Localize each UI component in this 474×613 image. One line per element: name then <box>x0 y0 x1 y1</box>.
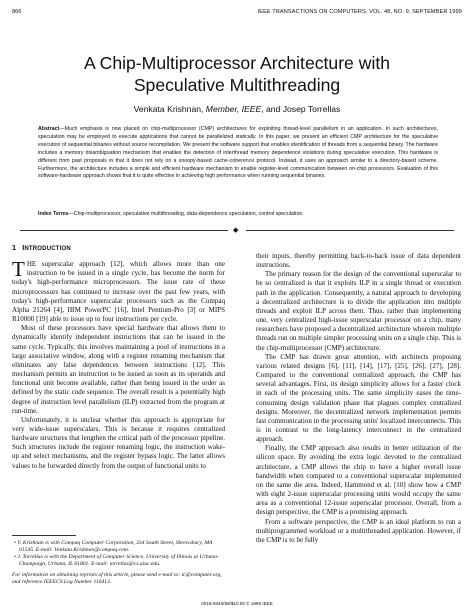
author-membership: Member, IEEE <box>205 104 262 114</box>
section-title-initial: I <box>22 243 25 252</box>
paper-title <box>20 52 454 96</box>
footnotes <box>12 535 225 587</box>
paragraph: their inputs, thereby permitting back-to-back issue of data dependent instructions. <box>256 252 461 270</box>
author-line <box>20 104 454 114</box>
separator-rule-right <box>246 230 454 231</box>
title-line-1: A Chip-Multiprocessor Architecture with <box>83 53 391 73</box>
page-number: 866 <box>12 9 22 15</box>
section-title-rest: NTRODUCTION <box>24 246 71 252</box>
right-column <box>256 252 461 545</box>
footnote-reprint-info: For information on obtaining reprints of this article, please send e-mail to: tc@computer.org, and reference IEEECS Log Number 110413. <box>12 572 222 586</box>
section-number: 1 <box>12 243 17 252</box>
abstract <box>38 126 438 181</box>
journal-header: IEEE TRANSACTIONS ON COMPUTERS, VOL. 48, NO. 9, SEPTEMBER 1999 <box>257 9 462 15</box>
abstract-label: Abstract <box>38 126 60 132</box>
running-header <box>12 9 462 17</box>
paragraph: Unfortunately, it is unclear whether this approach is appropriate for very wide-issue superscalars. This is because it requires centralized hardware structures that lengthen the critical path of the processor pipeline. Such structures include the register renaming logic, the instruction wake-up and select mechanisms, and the register bypass logic. The latter allows values to be forwarded directly from the output of functional units to <box>12 415 225 470</box>
separator-rule-left <box>20 230 228 231</box>
separator-diamond-icon: ◆ <box>233 226 239 234</box>
index-terms-label: Index Terms <box>38 211 69 217</box>
author-primary: Venkata Krishnan, <box>133 104 206 114</box>
paragraph: Most of these processors have special hardware that allows them to dynamically identify independent instructions that can be issued in the same cycle. Typically, this involves maintaining a pool of instructions in a large associative window, along with a register renaming mechanism that eliminates any false dependences between instructions [12]. This mechanism permits an instruction to be issued as soon as its operands and functional unit become available, rather than being issued in the order as defined by the static code sequence. The overall result is a potentially high degree of instruction level parallelism (ILP) extracted from the program at run-time. <box>12 324 225 415</box>
drop-cap: T <box>12 257 25 282</box>
footnote-affiliation-krishnan: • V. Krishnan is with Compaq Computer Corporation, 334 South Street, Shrewsbury, MA 01545. E-mail: Venkata.Krishnan@compaq.com. <box>14 540 213 554</box>
abstract-text: —Much emphasis is now placed on chip-multiprocessor (CMP) architectures for exploiting thread-level parallelism in an application. In such architectures, speculation may be employed to execute applications that cannot be parallelized statically. In this paper, we present an efficient CMP architecture for the speculative execution of sequential binaries without source recompilation. We present the software support that enables identification of threads from a sequential binary. The hardware includes a memory disambiguation mechanism that enables the detection of interthread memory dependence violations during speculative execution. This hardware is different from past proposals in that it does not rely on a snoopy-based cache-coherence protocol. Instead, it uses an approach similar to a directory-based scheme. Furthermore, the architecture includes a simple and efficient hardware mechanism to enable register-level communication between on-chip processors. Evaluation of this software-hardware approach shows that it is quite effective in achieving high performance when running sequential binaries. <box>38 126 438 180</box>
left-column <box>12 243 225 471</box>
paragraph: The primary reason for the design of the conventional superscalar to be so centralized is that it exploits ILP in a single thread or execution path in the application. Consequently, a natural approach to developing a decentralized architecture is to divide the application into multiple threads and exploit ILP across them. Thus, rather than implementing one, very centralized high-issue superscalar processor on a chip, many researchers have proposed a decentralized architecture wherein multiple threads run on multiple simpler processing units on a single chip. This is the chip-multiprocessor (CMP) architecture. <box>256 270 461 352</box>
paragraph: From a software perspective, the CMP is an ideal platform to run a multiprogrammed workload or a multithreaded application. However, if the CMP is to be fully <box>256 517 461 544</box>
footnote-affiliation-torrellas: • J. Torrellas is with the Department of Computer Science, University of Illinois at Urbana-Champaign, Urbana, IL 61801. E-mail: torrellas@cs.uiuc.edu. <box>14 554 219 568</box>
copyright-line: 0018-9340/99/$10.00 © 1999 IEEE <box>201 601 273 606</box>
section-heading <box>12 243 225 254</box>
paragraph: The CMP has drawn great attention, with architects proposing various related designs [6], [11], [14], [17], [25], [26], [27], [28]. Compared to the conventional centralized approach, the CMP has several advantages. First, its design simplicity allows for a faster clock in each of the processing units. The same simplicity eases the time-consuming design validation phase that plagues complex centralized designs. Moreover, the decentralized network implementation permits fast communication in the processing units' localized interconnects. This is in contrast to the long-latency interconnect in the centralized approach. <box>256 352 461 444</box>
index-terms <box>38 211 438 219</box>
index-terms-text: —Chip-multiprocessor, speculative multithreading, data-dependence speculation, control speculation. <box>68 211 304 217</box>
footnote-rule <box>12 535 76 536</box>
paragraph-text: HE superscalar approach [12], which allows more than one instruction to be issued in a single cycle, has become the norm for today's high-performance microprocessors. The issue rate of these microprocessors has continued to increase over the past few years, with today's high-performance superscalar processors such as the Compaq Alpha 21264 [4], IBM PowerPC [16], Intel Pentium-Pro [3] or MIPS R10000 [19] able to issue up to four instructions per cycle. <box>12 260 225 324</box>
paragraph: Finally, the CMP approach also results in better utilization of the silicon space. By avoiding the extra logic devoted to the centralized architecture, a CMP allows the chip to have a higher overall issue bandwidth when compared to a conventional superscalar implemented on the same die area. Indeed, Hammond et al. [10] show how a CMP with eight 2-issue superscalar processing units would occupy the same area as a conventional 12-issue superscalar processor. Overall, from a design perspective, the CMP is a promising approach. <box>256 444 461 517</box>
title-line-2: Speculative Multithreading <box>133 75 341 95</box>
author-secondary: , and Josep Torrellas <box>261 104 341 114</box>
paragraph <box>12 257 225 324</box>
